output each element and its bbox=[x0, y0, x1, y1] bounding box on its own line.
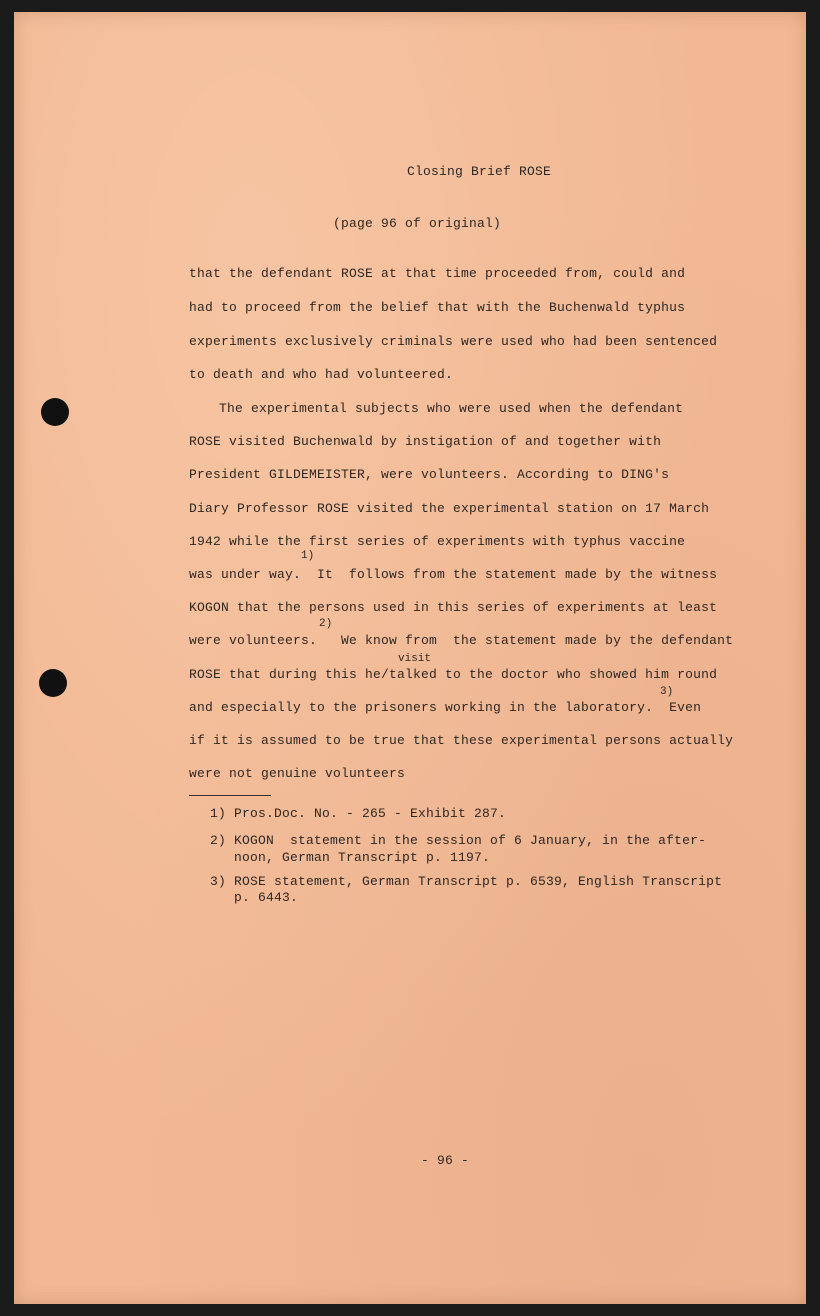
document-page bbox=[14, 12, 806, 1304]
footnote: 3) ROSE statement, German Transcript p. 6539, English Transcript bbox=[210, 874, 723, 889]
body-line: had to proceed from the belief that with the Buchenwald typhus bbox=[189, 300, 686, 315]
body-line: and especially to the prisoners working in the laboratory. Even bbox=[189, 700, 702, 715]
footnote: 2) KOGON statement in the session of 6 January, in the after- bbox=[210, 833, 707, 848]
body-line: were not genuine volunteers bbox=[189, 766, 406, 781]
body-line: The experimental subjects who were used when the defendant bbox=[219, 401, 684, 416]
page-number: - 96 - bbox=[421, 1153, 470, 1168]
body-line: Diary Professor ROSE visited the experimental station on 17 March bbox=[189, 501, 710, 516]
body-line: to death and who had volunteered. bbox=[189, 367, 454, 382]
body-line: 1942 while the first series of experiments with typhus vaccine bbox=[189, 534, 686, 549]
page-subtitle: (page 96 of original) bbox=[333, 216, 502, 231]
body-line: if it is assumed to be true that these experimental persons actually bbox=[189, 733, 734, 748]
punch-hole bbox=[39, 669, 67, 697]
body-line: ROSE visited Buchenwald by instigation of and together with bbox=[189, 434, 662, 449]
body-line: President GILDEMEISTER, were volunteers. According to DING's bbox=[189, 467, 670, 482]
body-line: KOGON that the persons used in this series of experiments at least bbox=[189, 600, 718, 615]
footnote: noon, German Transcript p. 1197. bbox=[210, 850, 491, 865]
footnote-ref-1: 1) bbox=[301, 550, 315, 562]
footnote: 1) Pros.Doc. No. - 265 - Exhibit 287. bbox=[210, 806, 507, 821]
footnote: p. 6443. bbox=[210, 890, 299, 905]
footnote-divider bbox=[189, 795, 271, 796]
body-line: were volunteers. We know from the statement made by the defendant bbox=[189, 633, 734, 648]
body-line: was under way. It follows from the statement made by the witness bbox=[189, 567, 718, 582]
footnote-ref-3: 3) bbox=[660, 686, 674, 698]
page-title: Closing Brief ROSE bbox=[407, 164, 552, 179]
body-line: ROSE that during this he/talked to the doctor who showed him round bbox=[189, 667, 718, 682]
footnote-ref-2: 2) bbox=[319, 618, 333, 630]
punch-hole bbox=[41, 398, 69, 426]
body-line: experiments exclusively criminals were used who had been sentenced bbox=[189, 334, 718, 349]
body-line: that the defendant ROSE at that time proceeded from, could and bbox=[189, 266, 686, 281]
handwritten-insert: visit bbox=[398, 653, 432, 665]
